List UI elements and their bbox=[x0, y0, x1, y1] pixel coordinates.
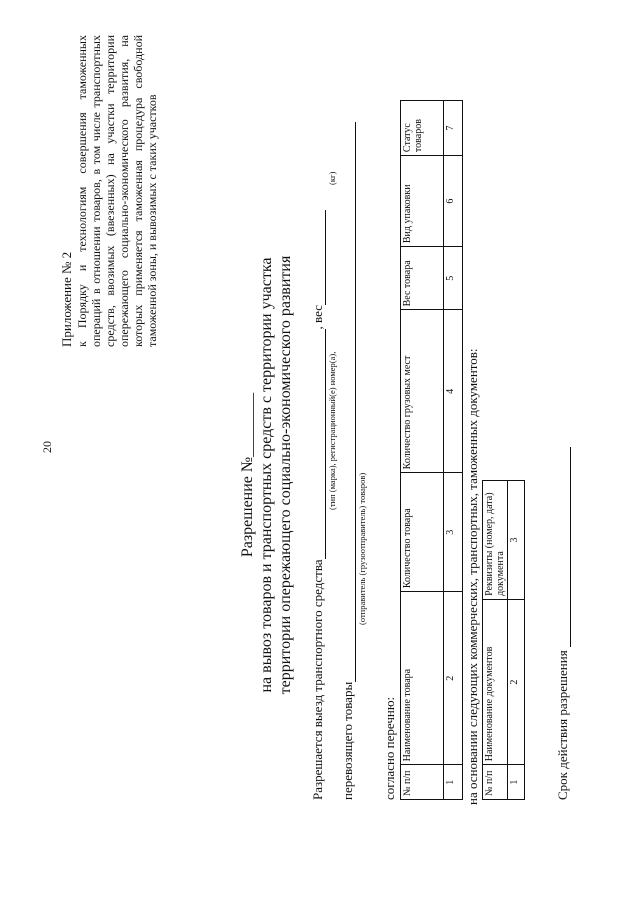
appendix-block bbox=[60, 35, 159, 347]
permit-title bbox=[238, 195, 295, 755]
vehicle-caption: (тип (марка), регистрационный(е) номер(а), bbox=[327, 351, 337, 510]
docs-header-row bbox=[483, 481, 508, 800]
goods-num-5: 5 bbox=[444, 247, 463, 310]
goods-col-name: Наименование товара bbox=[401, 592, 444, 765]
sender-caption: (отправитель (грузоотправитель) товаров) bbox=[357, 472, 367, 625]
basis-label: на основании следующих коммерческих, транспортных, таможенных документов: bbox=[465, 348, 480, 805]
goods-num-1: 1 bbox=[444, 765, 463, 800]
goods-col-number: № п/п bbox=[401, 765, 444, 800]
documents-table bbox=[482, 480, 525, 800]
goods-col-weight: Вес товара bbox=[401, 247, 444, 310]
title-line-2: на вывоз товаров и транспортных средств с территории участка bbox=[258, 257, 275, 693]
docs-num-1: 1 bbox=[508, 765, 525, 800]
goods-num-4: 4 bbox=[444, 310, 463, 473]
weight-field[interactable] bbox=[312, 210, 326, 305]
goods-number-row bbox=[444, 101, 463, 800]
goods-num-6: 6 bbox=[444, 156, 463, 247]
vehicle-line bbox=[310, 210, 326, 800]
goods-header-row bbox=[401, 101, 444, 800]
validity-line bbox=[555, 447, 571, 800]
goods-num-2: 2 bbox=[444, 592, 463, 765]
sender-field[interactable] bbox=[342, 122, 356, 682]
weight-caption: (кг) bbox=[327, 171, 337, 185]
goods-col-packages: Количество грузовых мест bbox=[401, 310, 444, 473]
weight-label: , вес bbox=[310, 305, 325, 330]
page-number: 20 bbox=[40, 441, 54, 453]
docs-num-3: 3 bbox=[508, 481, 525, 600]
per-list-label: согласно перечню: bbox=[382, 696, 397, 800]
docs-col-details: Реквизиты (номер, дата) документа bbox=[483, 481, 508, 600]
validity-field[interactable] bbox=[557, 447, 571, 647]
docs-col-name: Наименование документов bbox=[483, 599, 508, 764]
title-line-1: Разрешение №________ bbox=[239, 392, 256, 558]
appendix-text: к Порядку и технологиям совершения таможенных операций в отношении товаров, в том числе транспортных средств, ввозимых (ввезенных) на участки территории опережающего социально-экономического развития, на которых применяется таможенная процедура свободной таможенной зоны, и вывозимых с таких участков bbox=[75, 35, 159, 347]
vehicle-field[interactable] bbox=[312, 329, 326, 559]
appendix-heading: Приложение № 2 bbox=[59, 251, 74, 347]
carrying-label: перевозящего товары bbox=[340, 681, 355, 800]
goods-col-packaging: Вид упаковки bbox=[401, 156, 444, 247]
goods-table bbox=[400, 100, 463, 800]
vehicle-label: Разрешается выезд транспортного средства bbox=[310, 559, 325, 800]
docs-num-2: 2 bbox=[508, 599, 525, 764]
carrying-line bbox=[340, 122, 356, 800]
title-line-3: территории опережающего социально-экономического развития bbox=[277, 255, 294, 695]
validity-label: Срок действия разрешения bbox=[555, 650, 570, 800]
goods-col-quantity: Количество товара bbox=[401, 473, 444, 592]
goods-num-3: 3 bbox=[444, 473, 463, 592]
goods-col-status: Статус товаров bbox=[401, 101, 444, 156]
goods-num-7: 7 bbox=[444, 101, 463, 156]
docs-number-row bbox=[508, 481, 525, 800]
docs-col-number: № п/п bbox=[483, 765, 508, 800]
